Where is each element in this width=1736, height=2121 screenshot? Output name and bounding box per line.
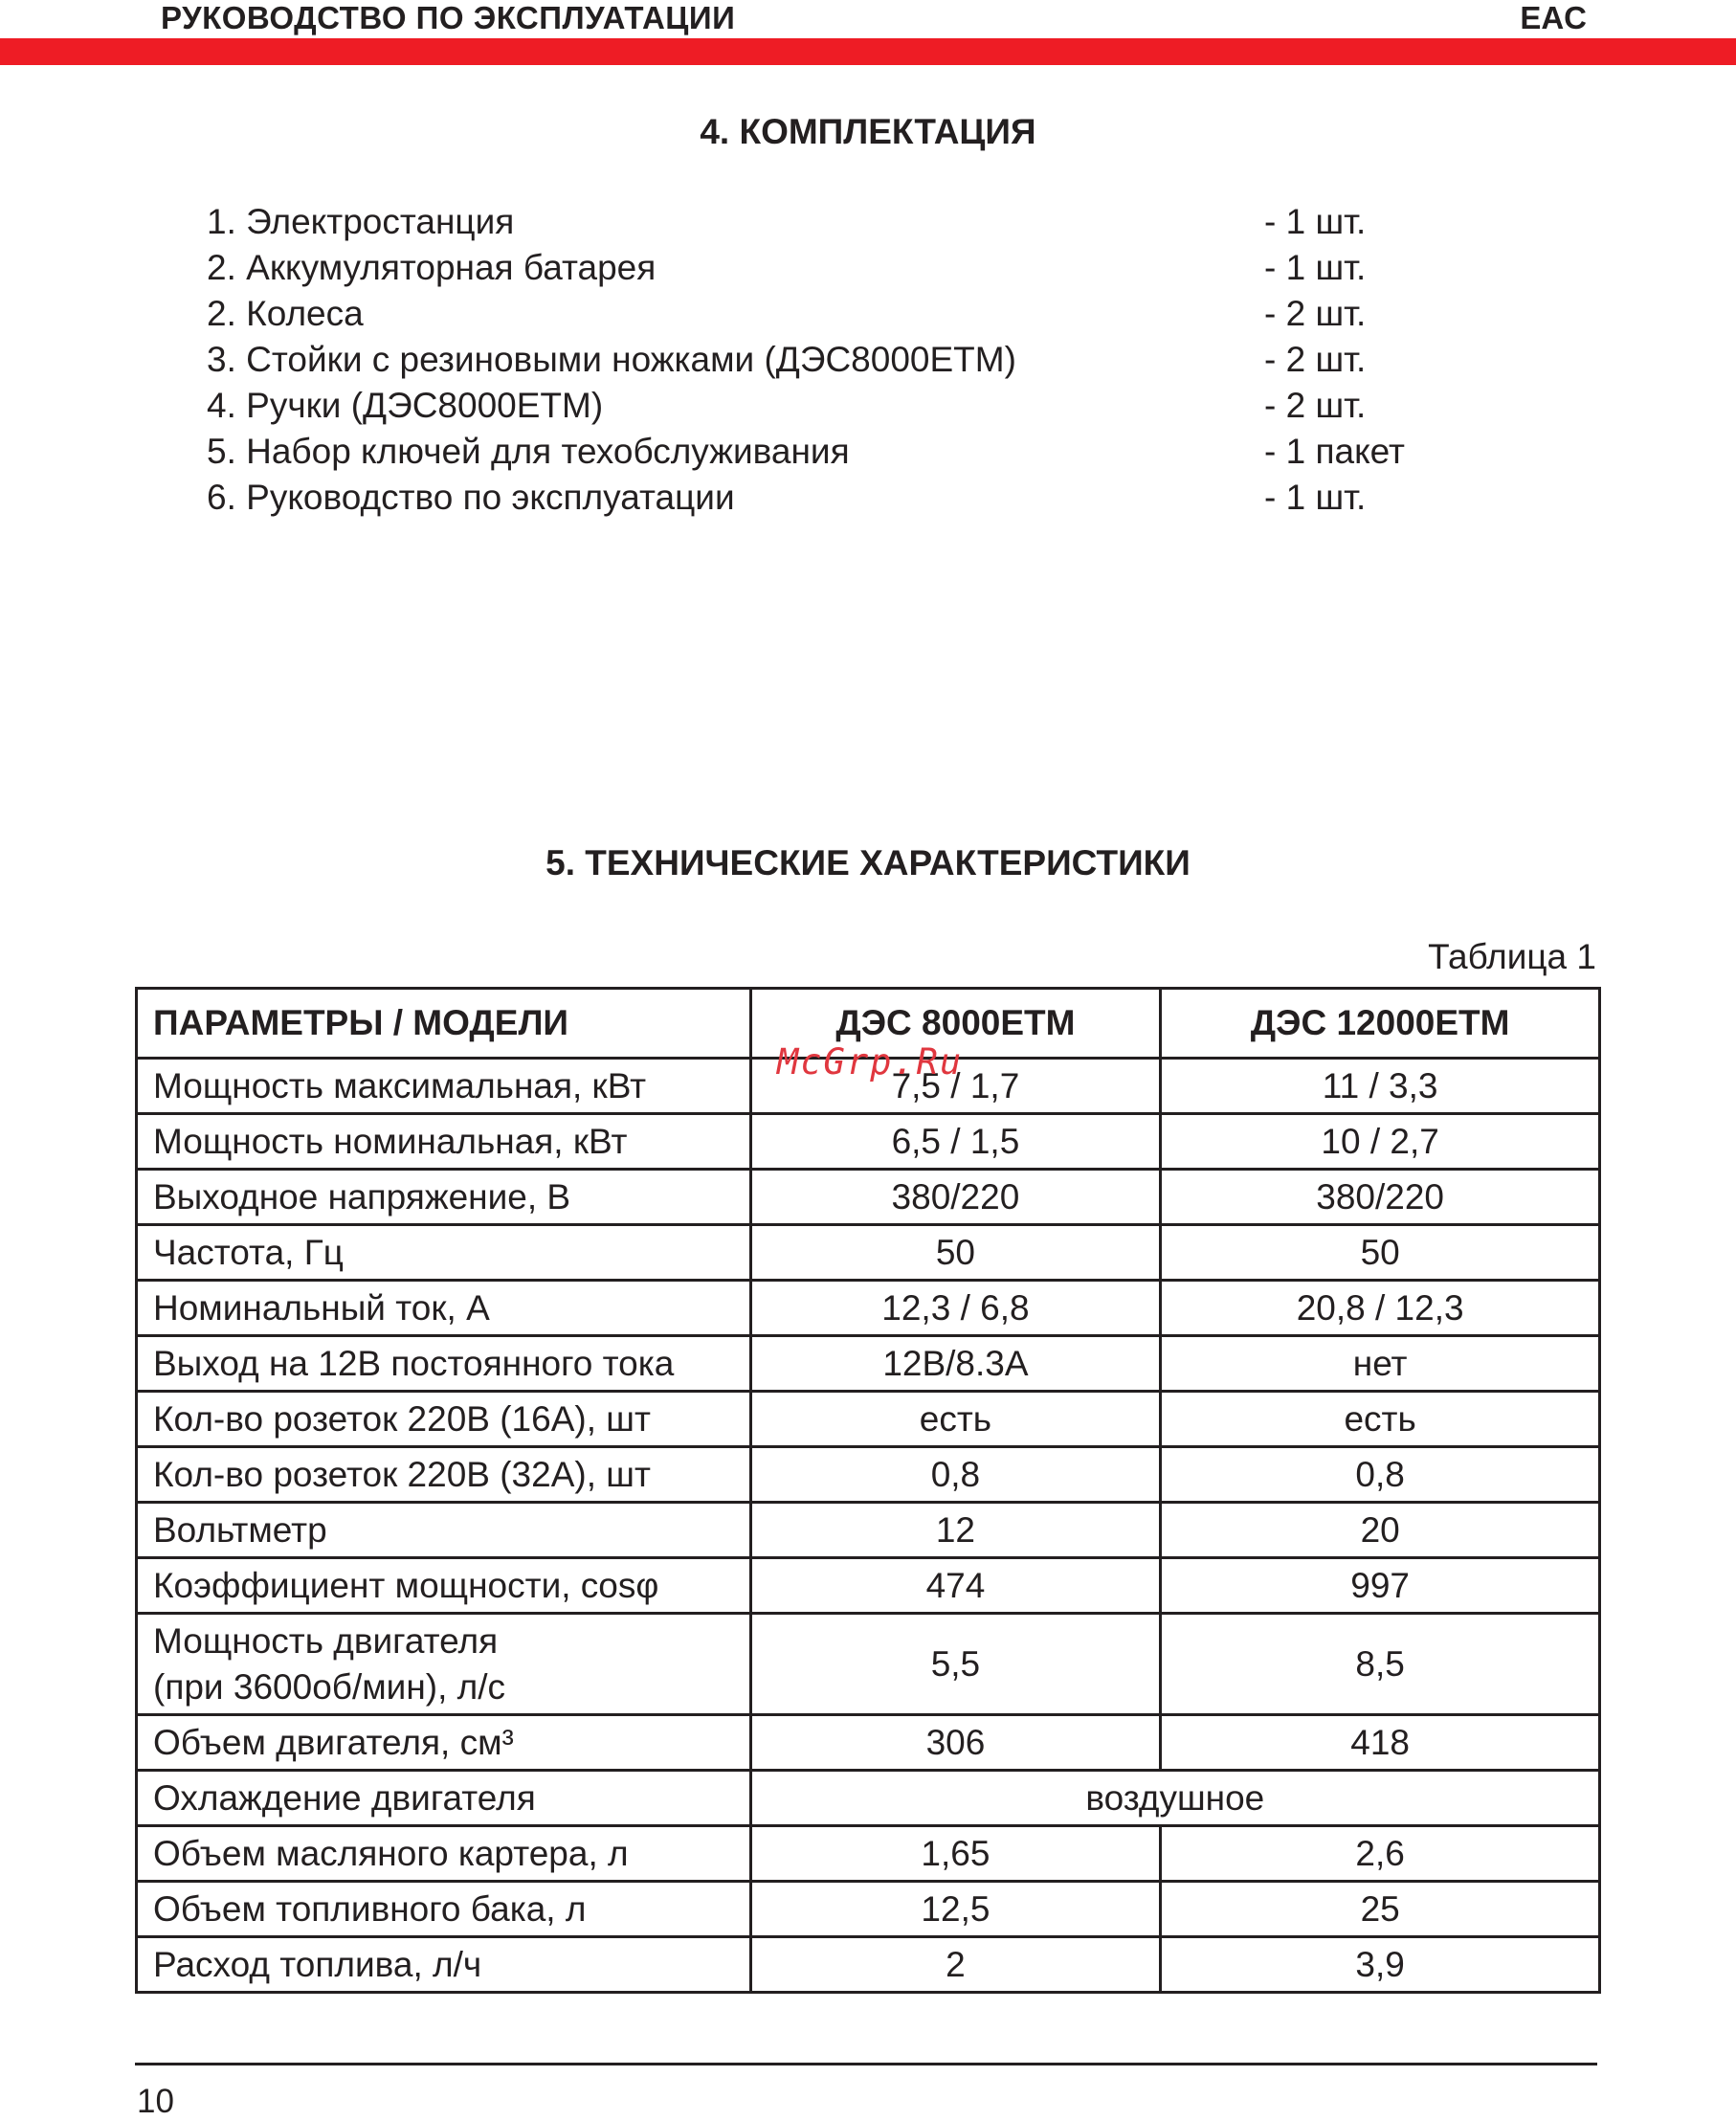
value-12000-cell: 20,8 / 12,3 xyxy=(1161,1281,1600,1336)
watermark: McGrp.Ru xyxy=(777,1041,964,1083)
table-row xyxy=(137,1170,1600,1225)
value-12000-cell: 50 xyxy=(1161,1225,1600,1281)
value-12000-cell: 418 xyxy=(1161,1715,1600,1771)
merged-value-cell: воздушное xyxy=(750,1771,1599,1826)
kit-item xyxy=(207,291,1470,337)
value-8000-cell: 306 xyxy=(750,1715,1161,1771)
value-8000-cell: 12,3 / 6,8 xyxy=(750,1281,1161,1336)
value-12000-cell: 997 xyxy=(1161,1558,1600,1614)
table-row xyxy=(137,1447,1600,1503)
value-8000-cell: 5,5 xyxy=(750,1614,1161,1715)
param-cell: Кол-во розеток 220В (16А), шт xyxy=(137,1392,751,1447)
kit-item-qty: - 2 шт. xyxy=(1264,294,1367,333)
section-5-title: 5. ТЕХНИЧЕСКИЕ ХАРАКТЕРИСТИКИ xyxy=(545,843,1191,882)
param-cell: Объем двигателя, см³ xyxy=(137,1715,751,1771)
param-cell: Мощность максимальная, кВт xyxy=(137,1059,751,1114)
kit-item-name: 6. Руководство по эксплуатации xyxy=(207,478,735,517)
value-12000-cell: 20 xyxy=(1161,1503,1600,1558)
param-cell: Расход топлива, л/ч xyxy=(137,1937,751,1993)
value-12000-cell: есть xyxy=(1161,1392,1600,1447)
section-4-title: 4. КОМПЛЕКТАЦИЯ xyxy=(700,112,1036,151)
table-row xyxy=(137,1114,1600,1170)
table-row xyxy=(137,1336,1600,1392)
kit-item xyxy=(207,199,1470,245)
kit-item-qty: - 1 шт. xyxy=(1264,248,1367,287)
kit-item-name: 2. Колеса xyxy=(207,294,364,333)
value-12000-cell: 3,9 xyxy=(1161,1937,1600,1993)
kit-item xyxy=(207,383,1470,429)
kit-item-qty: - 2 шт. xyxy=(1264,386,1367,425)
header-red-bar xyxy=(0,38,1736,65)
kit-item-qty: - 1 пакет xyxy=(1264,432,1405,471)
kit-item-name: 4. Ручки (ДЭС8000ETM) xyxy=(207,386,604,425)
value-8000-cell: 7,5 / 1,7 xyxy=(750,1059,1161,1114)
param-cell: Кол-во розеток 220В (32А), шт xyxy=(137,1447,751,1503)
value-8000-cell: 12,5 xyxy=(750,1882,1161,1937)
table-row xyxy=(137,1826,1600,1882)
eac-mark: EAC xyxy=(1520,0,1587,35)
page-number: 10 xyxy=(137,2083,174,2120)
spec-table xyxy=(135,987,1601,1994)
kit-list xyxy=(207,199,1470,521)
param-cell: Охлаждение двигателя xyxy=(137,1771,751,1826)
manual-title: РУКОВОДСТВО ПО ЭКСПЛУАТАЦИИ xyxy=(161,0,736,35)
kit-item-qty: - 1 шт. xyxy=(1264,202,1367,241)
value-8000-cell: 474 xyxy=(750,1558,1161,1614)
kit-item-name: 1. Электростанция xyxy=(207,202,515,241)
header-params: ПАРАМЕТРЫ / МОДЕЛИ xyxy=(137,989,751,1059)
table-row xyxy=(137,1281,1600,1336)
value-12000-cell: 10 / 2,7 xyxy=(1161,1114,1600,1170)
value-12000-cell: 380/220 xyxy=(1161,1170,1600,1225)
param-line-2: (при 3600об/мин), л/с xyxy=(153,1666,506,1707)
value-12000-cell: 11 / 3,3 xyxy=(1161,1059,1600,1114)
value-8000-cell: 12В/8.3А xyxy=(750,1336,1161,1392)
param-cell xyxy=(137,1614,751,1715)
table-row xyxy=(137,1771,1600,1826)
value-12000-cell: нет xyxy=(1161,1336,1600,1392)
param-cell: Частота, Гц xyxy=(137,1225,751,1281)
param-cell: Коэффициент мощности, cosφ xyxy=(137,1558,751,1614)
kit-item xyxy=(207,429,1470,475)
value-8000-cell: 6,5 / 1,5 xyxy=(750,1114,1161,1170)
value-12000-cell: 8,5 xyxy=(1161,1614,1600,1715)
value-8000-cell: 50 xyxy=(750,1225,1161,1281)
param-cell: Выходное напряжение, В xyxy=(137,1170,751,1225)
value-8000-cell: 0,8 xyxy=(750,1447,1161,1503)
param-cell: Объем топливного бака, л xyxy=(137,1882,751,1937)
table-row xyxy=(137,1937,1600,1993)
kit-item xyxy=(207,475,1470,521)
table-row xyxy=(137,1503,1600,1558)
value-12000-cell: 0,8 xyxy=(1161,1447,1600,1503)
param-line-1: Мощность двигателя xyxy=(153,1620,499,1661)
value-8000-cell: 380/220 xyxy=(750,1170,1161,1225)
value-8000-cell: 12 xyxy=(750,1503,1161,1558)
table-row xyxy=(137,1882,1600,1937)
kit-item-name: 5. Набор ключей для техобслуживания xyxy=(207,432,850,471)
param-cell: Мощность номинальная, кВт xyxy=(137,1114,751,1170)
kit-item-qty: - 2 шт. xyxy=(1264,340,1367,379)
param-cell: Объем масляного картера, л xyxy=(137,1826,751,1882)
param-cell: Вольтметр xyxy=(137,1503,751,1558)
value-8000-cell: 1,65 xyxy=(750,1826,1161,1882)
value-8000-cell: есть xyxy=(750,1392,1161,1447)
kit-item-name: 3. Стойки с резиновыми ножками (ДЭС8000ETM) xyxy=(207,340,1016,379)
kit-item-name: 2. Аккумуляторная батарея xyxy=(207,248,657,287)
table-row xyxy=(137,1225,1600,1281)
kit-item-qty: - 1 шт. xyxy=(1264,478,1367,517)
table-caption: Таблица 1 xyxy=(1428,937,1596,976)
kit-item xyxy=(207,245,1470,291)
param-cell: Выход на 12В постоянного тока xyxy=(137,1336,751,1392)
value-12000-cell: 25 xyxy=(1161,1882,1600,1937)
table-row xyxy=(137,1614,1600,1715)
table-row xyxy=(137,1558,1600,1614)
table-row xyxy=(137,1392,1600,1447)
value-12000-cell: 2,6 xyxy=(1161,1826,1600,1882)
footer-divider xyxy=(135,2063,1597,2065)
kit-item xyxy=(207,337,1470,383)
header-model-12000: ДЭС 12000ETM xyxy=(1161,989,1600,1059)
value-8000-cell: 2 xyxy=(750,1937,1161,1993)
header-model-8000: ДЭС 8000ETM xyxy=(750,989,1161,1059)
table-row xyxy=(137,1715,1600,1771)
param-cell: Номинальный ток, А xyxy=(137,1281,751,1336)
